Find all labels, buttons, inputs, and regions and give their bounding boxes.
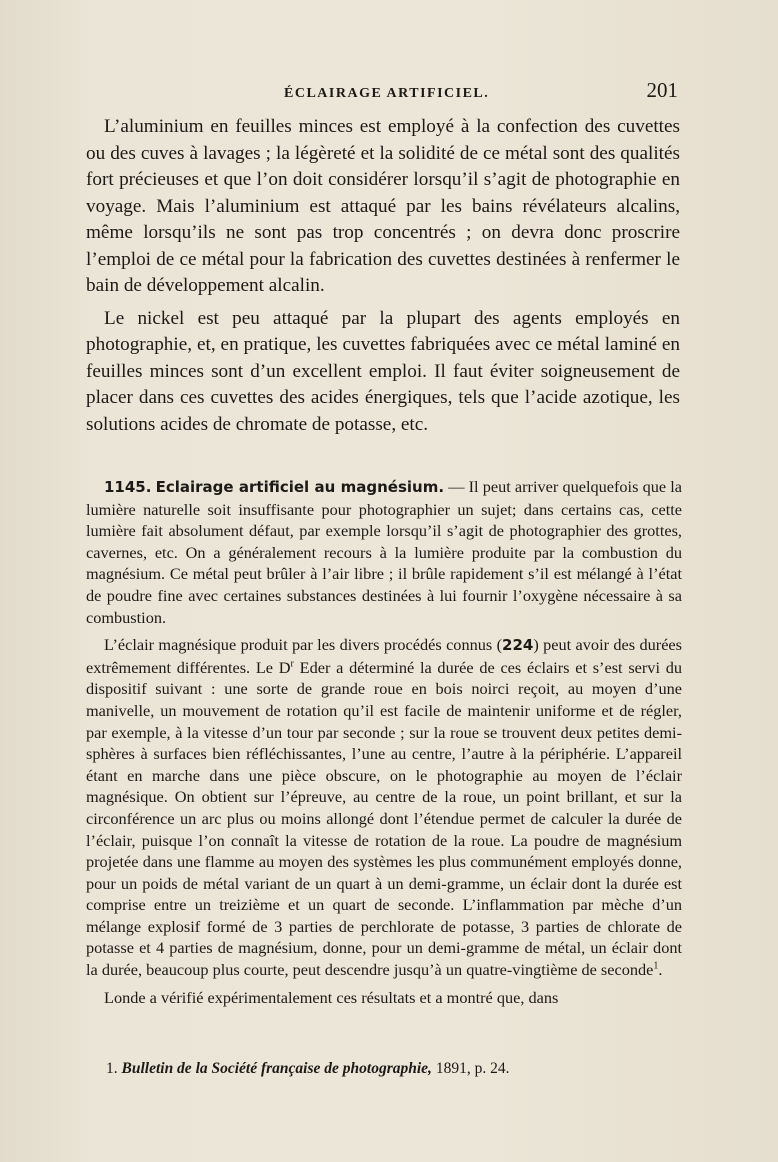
running-title: ÉCLAIRAGE ARTIFICIEL.: [284, 86, 490, 101]
paragraph-nickel: Le nickel est peu attaqué par la plupart des agents employés en photographie, et, en pratique, les cuvettes fabriquées avec ce métal laminé en feuilles minces sont d’un excellent emploi. Il faut éviter soigneusement de placer dans ces cuvettes des acides énergiques, tels que l’acide azotique, les solutions acides de chromate de potasse, etc.: [86, 307, 680, 435]
section-magnesium: [86, 476, 682, 1008]
paragraph-londe: Londe a vérifié expérimentalement ces résultats et a montré que, dans: [104, 987, 559, 1007]
page-header: [86, 74, 678, 108]
footnote-detail: 1891, p. 24.: [431, 1060, 510, 1077]
footnote-marker: 1: [653, 960, 659, 972]
section-title: Eclairage artificiel au magnésium.: [155, 478, 445, 496]
eclair-text-a: ) peut avoir des durées extrêmement différentes. Le D: [86, 635, 682, 677]
cross-reference: 224: [502, 636, 534, 655]
doctor-superscript: r: [290, 658, 294, 670]
page-number: 201: [646, 78, 678, 102]
body-text-large: [86, 114, 680, 438]
paragraph-aluminium: L’aluminium en feuilles minces est employé à la confection des cuvettes ou des cuves à lavages ; la légèreté et la solidité de ce métal sont des qualités fort précieuses et que l’on doit considérer lorsqu’il s’agit de photographie en voyage. Mais l’aluminium est attaqué par les bains révélateurs alcalins, même lorsqu’ils ne sont pas trop concentrés ; on devra donc proscrire l’emploi de ce métal pour la fabrication des cuvettes destinées à renfermer le bain de développement alcalin.: [86, 116, 680, 296]
section-intro: — Il peut arriver quelquefois que la lumière naturelle soit insuffisante pour photographier un sujet; dans certains cas, cette lumière fait absolument défaut, par exemple lorsqu’il s’agit de photographier des grottes, cavernes, etc. On a généralement recours à la lumière produite par la combustion du magnésium. Ce métal peut brûler à l’air libre ; il brûle rapidement s’il est mélangé à l’état de poudre fine avec certaines substances destinées à lui fournir l’oxygène nécessaire à sa combustion.: [86, 477, 682, 627]
eclair-text-end: .: [658, 960, 663, 980]
section-intro-paragraph: [86, 476, 682, 628]
paragraph-eclair: [86, 634, 682, 981]
footnote-source: Bulletin de la Société française de photographie,: [121, 1060, 432, 1077]
footnote-number: 1.: [106, 1060, 118, 1077]
eclair-text-b: Eder a déterminé la durée de ces éclairs et s’est servi du dispositif suivant : une sorte de grande roue en bois noirci reçoit, au moyen d’une manivelle, un mouvement de rotation qu’il est facile de maintenir uniforme et de régler, par exemple, à la vitesse d’un tour par seconde ; sur la roue se trouvent deux petites demi-sphères à surfaces bien réfléchissantes, l’une au centre, l’autre à la périphérie. L’appareil étant en marche dans une pièce obscure, on le photographie au moyen de l’éclair magnésique. On obtient sur l’épreuve, au centre de la roue, un point brillant, et sur la circonférence un arc plus ou moins allongé dont l’étendue permet de calculer la durée de l’éclair, puisque l’on connaît la vitesse de rotation de la roue. La poudre de magnésium projetée dans une flamme au moyen des systèmes les plus communément employés donne, pour un poids de métal variant de un quart à un demi-gramme, un éclair dont la durée est comprise entre un treizième et un quart de seconde. L’inflammation par mèche d’un mélange explosif formé de 3 parties de perchlorate de potasse, 3 parties de chlorate de potasse et 4 parties de magnésium, donne, pour un demi-gramme de métal, un éclair dont la durée, beaucoup plus courte, peut descendre jusqu’à un quatre-vingtième de seconde: [86, 657, 682, 980]
footnote: [106, 1060, 666, 1078]
eclair-text-start: L’éclair magnésique produit par les divers procédés connus (: [104, 635, 503, 655]
section-number: 1145.: [104, 478, 152, 496]
